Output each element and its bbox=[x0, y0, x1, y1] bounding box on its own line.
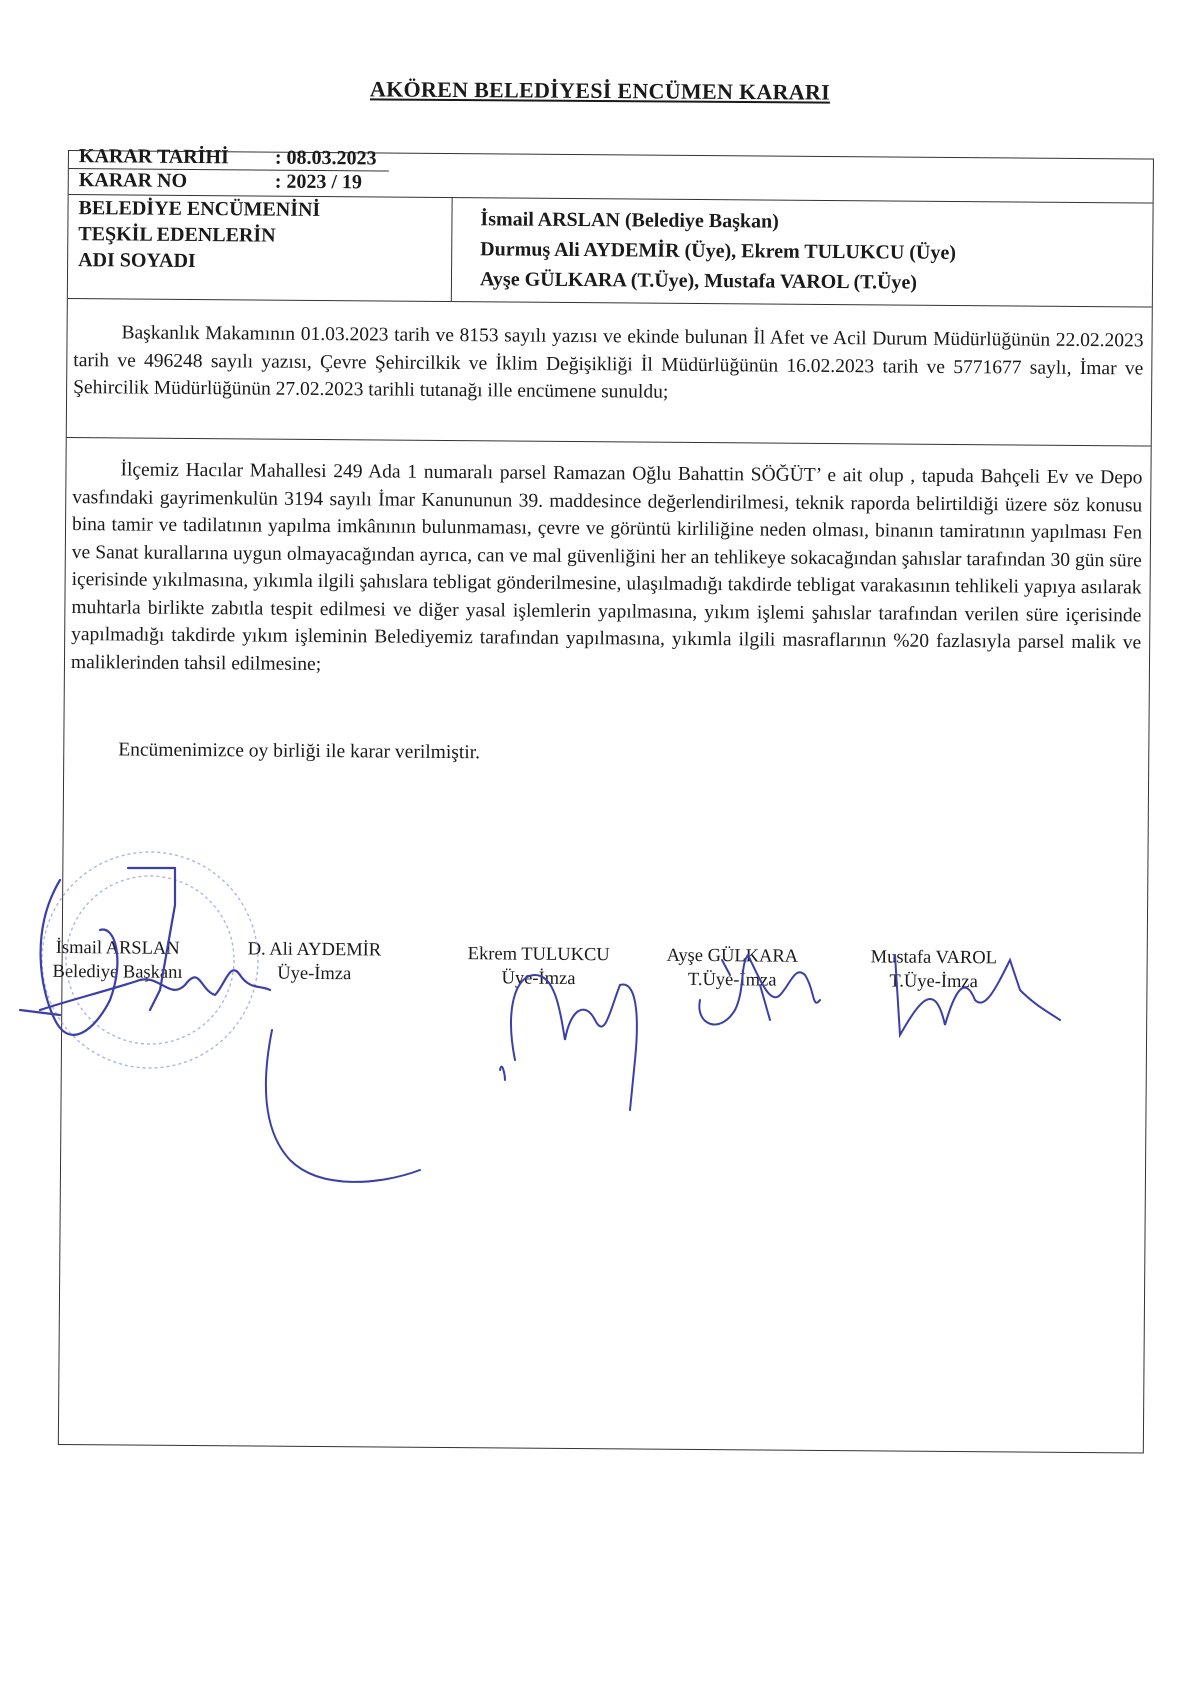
decision-body bbox=[71, 456, 1143, 684]
signatory-name: Ayşe GÜLKARA bbox=[666, 945, 799, 967]
decision-date-row bbox=[79, 145, 377, 170]
signature-block bbox=[666, 944, 798, 993]
body-paragraph: Encümenimizce oy birliği ile karar verilmiştir. bbox=[118, 739, 481, 764]
member-line: İsmail ARSLAN (Belediye Başkan) bbox=[480, 208, 779, 233]
committee-members bbox=[480, 204, 956, 298]
committee-label-line: ADI SOYADI bbox=[78, 249, 196, 273]
committee-label-line: TEŞKİL EDENLERİN bbox=[78, 223, 276, 247]
body-paragraph: Başkanlık Makamının 01.03.2023 tarih ve 8153 sayılı yazısı ve ekinde bulunan İl Afet ve Acil Durum Müdürlüğünün 22.02.2023 tarih ve 496248 sayılı yazısı, Çevre Şehircilkik ve İklim Değişikliği İl Müdürlüğünün 16.02.2023 tarih ve 5771677 saylı, İmar ve Şehircilik Müdürlüğünün 27.02.2023 tarihli tutanağı ille encümene sunuldu; bbox=[73, 322, 1144, 403]
signatory-role: T.Üye-İmza bbox=[889, 971, 978, 993]
decision-date-value: : 08.03.2023 bbox=[274, 146, 377, 170]
signature-block bbox=[52, 936, 182, 985]
header-divider bbox=[68, 298, 1152, 308]
signatory-role: T.Üye-İmza bbox=[687, 969, 777, 991]
signatory-name: Ekrem TULUKCU bbox=[467, 944, 610, 966]
signatory-role: Üye-İmza bbox=[501, 968, 576, 990]
member-line: Ayşe GÜLKARA (T.Üye), Mustafa VAROL (T.Üye) bbox=[479, 268, 918, 294]
decision-number-row bbox=[79, 169, 362, 194]
document-title: AKÖREN BELEDİYESİ ENCÜMEN KARARI bbox=[369, 76, 831, 105]
decision-number-value: : 2023 / 19 bbox=[274, 170, 363, 194]
body-paragraph: İlçemiz Hacılar Mahallesi 249 Ada 1 numaralı parsel Ramazan Oğlu Bahattin SÖĞÜT’ e ait olup , tapuda Bahçeli Ev ve Depo vasfındaki gayrimenkulün 3194 sayılı İmar Kanununun 39. maddesince değerlendirilmesi, teknik raporda belirtildiği üzere söz konusu bina tamir ve tadilatının yapılma imkânının bulunmaması, çevre ve görüntü kirliliğine neden olması, binanın tamiratının yapılması Fen ve Sanat kurallarına uygun olmayacağından ayrıca, can ve mal güvenliğini her an tehlikeye sokacağından şahıslar tarafından 30 gün süre içerisinde yıkılmasına, yıkımla ilgili şahıslara tebligat gönderilmesine, ulaşılmadığı takdirde tebligat varakasının tehlikeli yapıya asılarak muhtarla birlikte zabıtla tespit edilmesi ve diğer yasal işlemlerin yapılmasına, yıkım işlemi şahıslar tarafından verilen süre içerisinde yapılmadığı takdirde yıkım işleminin Belediyemiz tarafından yapılmasına, yıkımla ilgili masraflarının %20 fazlasıyla parsel malik ve maliklerinden tahsil edilmesine; bbox=[70, 459, 1143, 675]
signatory-role: Belediye Başkanı bbox=[52, 961, 183, 983]
decision-number-label: KARAR NO bbox=[78, 169, 188, 192]
body-divider bbox=[67, 437, 1151, 447]
signature-block bbox=[870, 945, 997, 994]
signatory-role: Üye-İmza bbox=[277, 963, 352, 985]
decision-body bbox=[70, 736, 1140, 772]
signatory-name: Mustafa VAROL bbox=[870, 947, 998, 969]
committee-label bbox=[78, 195, 320, 275]
decision-date-label: KARAR TARİHİ bbox=[78, 145, 229, 169]
decision-frame bbox=[52, 145, 1154, 1453]
signature-block bbox=[247, 937, 381, 986]
signatory-name: İsmail ARSLAN bbox=[55, 937, 180, 959]
decision-body bbox=[73, 319, 1144, 410]
header-column-divider bbox=[451, 197, 453, 301]
committee-label-line: BELEDİYE ENCÜMENİNİ bbox=[78, 197, 321, 221]
signatory-name: D. Ali AYDEMİR bbox=[247, 939, 382, 961]
signature-block bbox=[467, 942, 609, 991]
member-line: Durmuş Ali AYDEMİR (Üye), Ekrem TULUKCU (Üye) bbox=[480, 238, 957, 264]
